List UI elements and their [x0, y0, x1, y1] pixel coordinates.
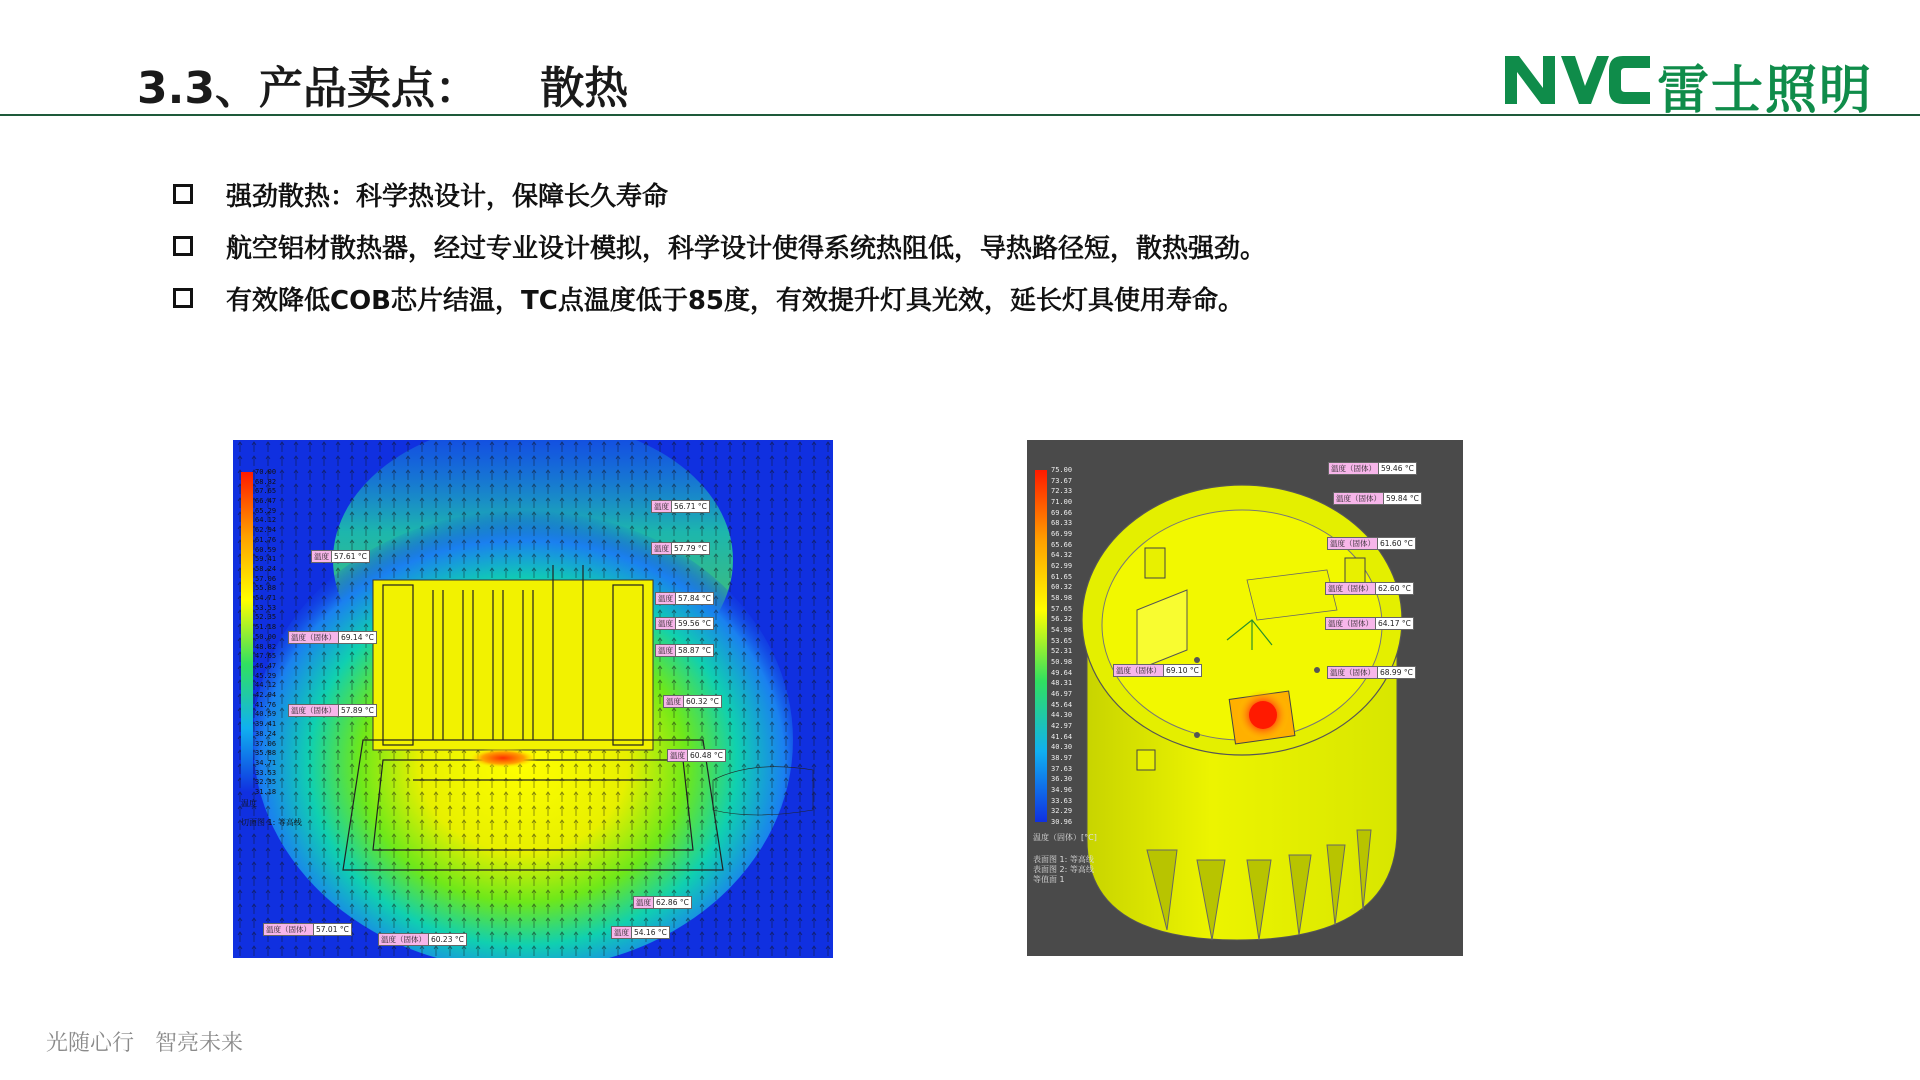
- sim-caption: 表面图 2: 等高线: [1033, 865, 1094, 874]
- scale-tick-label: 41.64: [1051, 732, 1073, 741]
- probe-label: 温度（固体）: [1325, 617, 1376, 630]
- temperature-probe-tag: [1328, 462, 1417, 475]
- probe-value: 60.48 °C: [688, 749, 726, 762]
- probe-label: 温度: [655, 617, 676, 630]
- scale-tick-label: 48.82: [255, 642, 277, 651]
- scale-tick-label: 50.00: [255, 632, 277, 641]
- probe-value: 60.32 °C: [684, 695, 722, 708]
- probe-label: 温度（固体）: [263, 923, 314, 936]
- cross-section-heatmap-image: [233, 440, 833, 958]
- scale-tick-label: 37.63: [1051, 764, 1073, 773]
- probe-label: 温度: [655, 644, 676, 657]
- probe-label: 温度（固体）: [1327, 666, 1378, 679]
- bullet-item: [173, 272, 1673, 324]
- bullet-item: [173, 168, 1673, 220]
- scale-tick-label: 45.64: [1051, 700, 1073, 709]
- probe-value: 69.14 °C: [339, 631, 377, 644]
- scale-tick-label: 64.12: [255, 516, 277, 525]
- scale-tick-label: 61.76: [255, 535, 277, 544]
- probe-label: 温度（固体）: [1327, 537, 1378, 550]
- scale-tick-label: 50.98: [1051, 658, 1073, 666]
- scale-tick-label: 48.31: [1051, 679, 1073, 688]
- temperature-scale-bar: [1035, 470, 1047, 822]
- temperature-scale-unit: 温度（固体）[°C]: [1033, 833, 1097, 842]
- scale-tick-label: 58.24: [255, 564, 277, 573]
- temperature-probe-tag: [288, 631, 377, 644]
- scale-tick-label: 42.97: [1051, 722, 1073, 730]
- scale-tick-label: 44.30: [1051, 711, 1073, 720]
- probe-label: 温度（固体）: [288, 704, 339, 717]
- scale-tick-label: 61.65: [1051, 572, 1073, 581]
- scale-tick-label: 52.35: [255, 613, 277, 622]
- scale-tick-label: 58.98: [1051, 594, 1073, 602]
- scale-tick-label: 70.00: [255, 468, 277, 476]
- probe-value: 60.23 °C: [429, 933, 467, 946]
- temperature-probe-tag: [1333, 492, 1422, 505]
- temperature-probe-tag: [1327, 666, 1416, 679]
- probe-label: 温度: [633, 896, 654, 909]
- brand-logo: [1505, 48, 1874, 121]
- probe-value: 68.99 °C: [1378, 666, 1416, 679]
- scale-tick-label: 56.32: [1051, 615, 1073, 624]
- scale-tick-label: 30.96: [1051, 818, 1073, 826]
- sim-caption: 切面图 1: 等高线: [241, 818, 302, 827]
- scale-tick-label: 53.65: [1051, 636, 1073, 645]
- scale-tick-label: 33.53: [255, 768, 277, 777]
- probe-label: 温度: [667, 749, 688, 762]
- logo-text: 雷士照明: [1657, 61, 1874, 121]
- scale-tick-label: 66.99: [1051, 530, 1073, 538]
- temperature-probe-tag: [1113, 664, 1202, 677]
- probe-value: 57.01 °C: [314, 923, 352, 936]
- probe-value: 62.60 °C: [1376, 582, 1414, 595]
- scale-tick-label: 45.29: [255, 671, 277, 680]
- scale-tick-label: 54.71: [255, 594, 277, 603]
- probe-value: 64.17 °C: [1376, 617, 1414, 630]
- scale-tick-label: 75.00: [1051, 466, 1073, 474]
- bullet-text: 航空铝材散热器，经过专业设计模拟，科学设计使得系统热阻低，导热路径短，散热强劲。: [226, 233, 1267, 264]
- probe-label: 温度: [651, 542, 672, 555]
- scale-tick-label: 31.18: [255, 788, 277, 796]
- scale-tick-label: 62.99: [1051, 562, 1073, 570]
- probe-label: 温度（固体）: [288, 631, 339, 644]
- probe-value: 57.89 °C: [339, 704, 377, 717]
- scale-tick-label: 34.71: [255, 758, 277, 767]
- scale-tick-label: 69.66: [1051, 508, 1073, 517]
- temperature-probe-tag: [655, 617, 714, 630]
- scale-tick-label: 38.24: [255, 729, 277, 738]
- scale-tick-label: 68.82: [255, 477, 277, 486]
- scale-tick-label: 49.64: [1051, 668, 1073, 677]
- scale-tick-label: 41.76: [255, 700, 277, 709]
- 3d-housing-heatmap-image: [1027, 440, 1463, 956]
- probe-label: 温度（固体）: [1113, 664, 1164, 677]
- probe-label: 温度（固体）: [1328, 462, 1379, 475]
- scale-tick-label: 32.35: [255, 778, 277, 787]
- scale-tick-label: 54.98: [1051, 626, 1073, 634]
- temperature-probe-tag: [655, 644, 714, 657]
- probe-label: 温度（固体）: [378, 933, 429, 946]
- scale-tick-label: 40.59: [255, 710, 277, 719]
- probe-label: 温度: [663, 695, 684, 708]
- scale-tick-label: 71.00: [1051, 498, 1073, 506]
- scale-tick-label: 39.41: [255, 720, 277, 729]
- probe-label: 温度: [655, 592, 676, 605]
- probe-value: 57.79 °C: [672, 542, 710, 555]
- probe-value: 57.61 °C: [332, 550, 370, 563]
- scale-tick-label: 65.66: [1051, 540, 1073, 549]
- temperature-scale-bar: [241, 472, 253, 792]
- probe-label: 温度: [651, 500, 672, 513]
- page-title: 3.3、产品卖点： 散热: [137, 63, 629, 114]
- thermal-simulation-3d-model: [1027, 440, 1463, 956]
- scale-tick-label: 51.18: [255, 623, 277, 632]
- probe-value: 59.84 °C: [1384, 492, 1422, 505]
- nvc-logo-mark-icon: [1505, 52, 1650, 108]
- thermal-simulation-cross-section: [233, 440, 833, 958]
- scale-tick-label: 62.94: [255, 526, 277, 535]
- probe-value: 61.60 °C: [1378, 537, 1416, 550]
- temperature-probe-tag: [1325, 582, 1414, 595]
- bullet-square-icon: [173, 236, 193, 256]
- scale-tick-label: 64.32: [1051, 551, 1073, 560]
- bullet-text: 有效降低COB芯片结温，TC点温度低于85度，有效提升灯具光效，延长灯具使用寿命。: [226, 285, 1245, 316]
- temperature-probe-tag: [378, 933, 467, 946]
- probe-label: 温度（固体）: [1325, 582, 1376, 595]
- scale-tick-label: 60.32: [1051, 583, 1073, 592]
- bullet-item: [173, 220, 1673, 272]
- temperature-probe-tag: [633, 896, 692, 909]
- footer-slogan: 光随心行 智亮未来: [46, 1031, 243, 1056]
- probe-value: 59.46 °C: [1379, 462, 1417, 475]
- temperature-probe-tag: [651, 500, 710, 513]
- probe-value: 54.16 °C: [632, 926, 670, 939]
- temperature-probe-tag: [288, 704, 377, 717]
- bullet-square-icon: [173, 184, 193, 204]
- temperature-probe-tag: [663, 695, 722, 708]
- bullet-list: [173, 168, 1673, 324]
- scale-tick-label: 32.29: [1051, 807, 1073, 816]
- scale-tick-label: 37.06: [255, 739, 277, 748]
- scale-tick-label: 57.06: [255, 574, 277, 583]
- temperature-probe-tag: [655, 592, 714, 605]
- temperature-probe-tag: [667, 749, 726, 762]
- temperature-probe-tag: [611, 926, 670, 939]
- scale-tick-label: 42.94: [255, 691, 277, 700]
- scale-tick-label: 72.33: [1051, 487, 1073, 496]
- probe-label: 温度: [311, 550, 332, 563]
- scale-tick-label: 55.88: [255, 584, 277, 593]
- bullet-text: 强劲散热：科学热设计，保障长久寿命: [226, 181, 669, 212]
- temperature-probe-tag: [1325, 617, 1414, 630]
- probe-label: 温度（固体）: [1333, 492, 1384, 505]
- scale-tick-label: 57.65: [1051, 604, 1073, 613]
- scale-tick-label: 52.31: [1051, 647, 1073, 656]
- scale-tick-label: 38.97: [1051, 754, 1073, 762]
- scale-tick-label: 34.96: [1051, 786, 1073, 794]
- scale-tick-label: 68.33: [1051, 519, 1073, 528]
- sim-caption: 等值面 1: [1033, 875, 1065, 884]
- temperature-probe-tag: [263, 923, 352, 936]
- probe-value: 58.87 °C: [676, 644, 714, 657]
- scale-tick-label: 59.41: [255, 555, 277, 564]
- scale-tick-label: 46.97: [1051, 690, 1073, 698]
- scale-tick-label: 46.47: [255, 661, 277, 670]
- scale-tick-label: 73.67: [1051, 476, 1073, 485]
- scale-tick-label: 67.65: [255, 487, 277, 496]
- probe-value: 62.86 °C: [654, 896, 692, 909]
- scale-tick-label: 40.30: [1051, 743, 1073, 752]
- sim-caption: 表面图 1: 等高线: [1033, 855, 1094, 864]
- probe-value: 59.56 °C: [676, 617, 714, 630]
- temperature-probe-tag: [651, 542, 710, 555]
- scale-tick-label: 66.47: [255, 497, 277, 506]
- probe-value: 56.71 °C: [672, 500, 710, 513]
- scale-tick-label: 44.12: [255, 681, 277, 690]
- scale-tick-label: 60.59: [255, 545, 277, 554]
- scale-tick-label: 33.63: [1051, 796, 1073, 805]
- scale-tick-label: 47.65: [255, 652, 277, 661]
- probe-value: 57.84 °C: [676, 592, 714, 605]
- temperature-probe-tag: [311, 550, 370, 563]
- scale-tick-label: 53.53: [255, 603, 277, 612]
- scale-tick-label: 36.30: [1051, 775, 1073, 784]
- scale-tick-label: 35.88: [255, 749, 277, 758]
- probe-label: 温度: [611, 926, 632, 939]
- probe-value: 69.10 °C: [1164, 664, 1202, 677]
- temperature-probe-tag: [1327, 537, 1416, 550]
- bullet-square-icon: [173, 288, 193, 308]
- temperature-scale-unit: 温度: [241, 799, 257, 808]
- scale-tick-label: 65.29: [255, 506, 277, 515]
